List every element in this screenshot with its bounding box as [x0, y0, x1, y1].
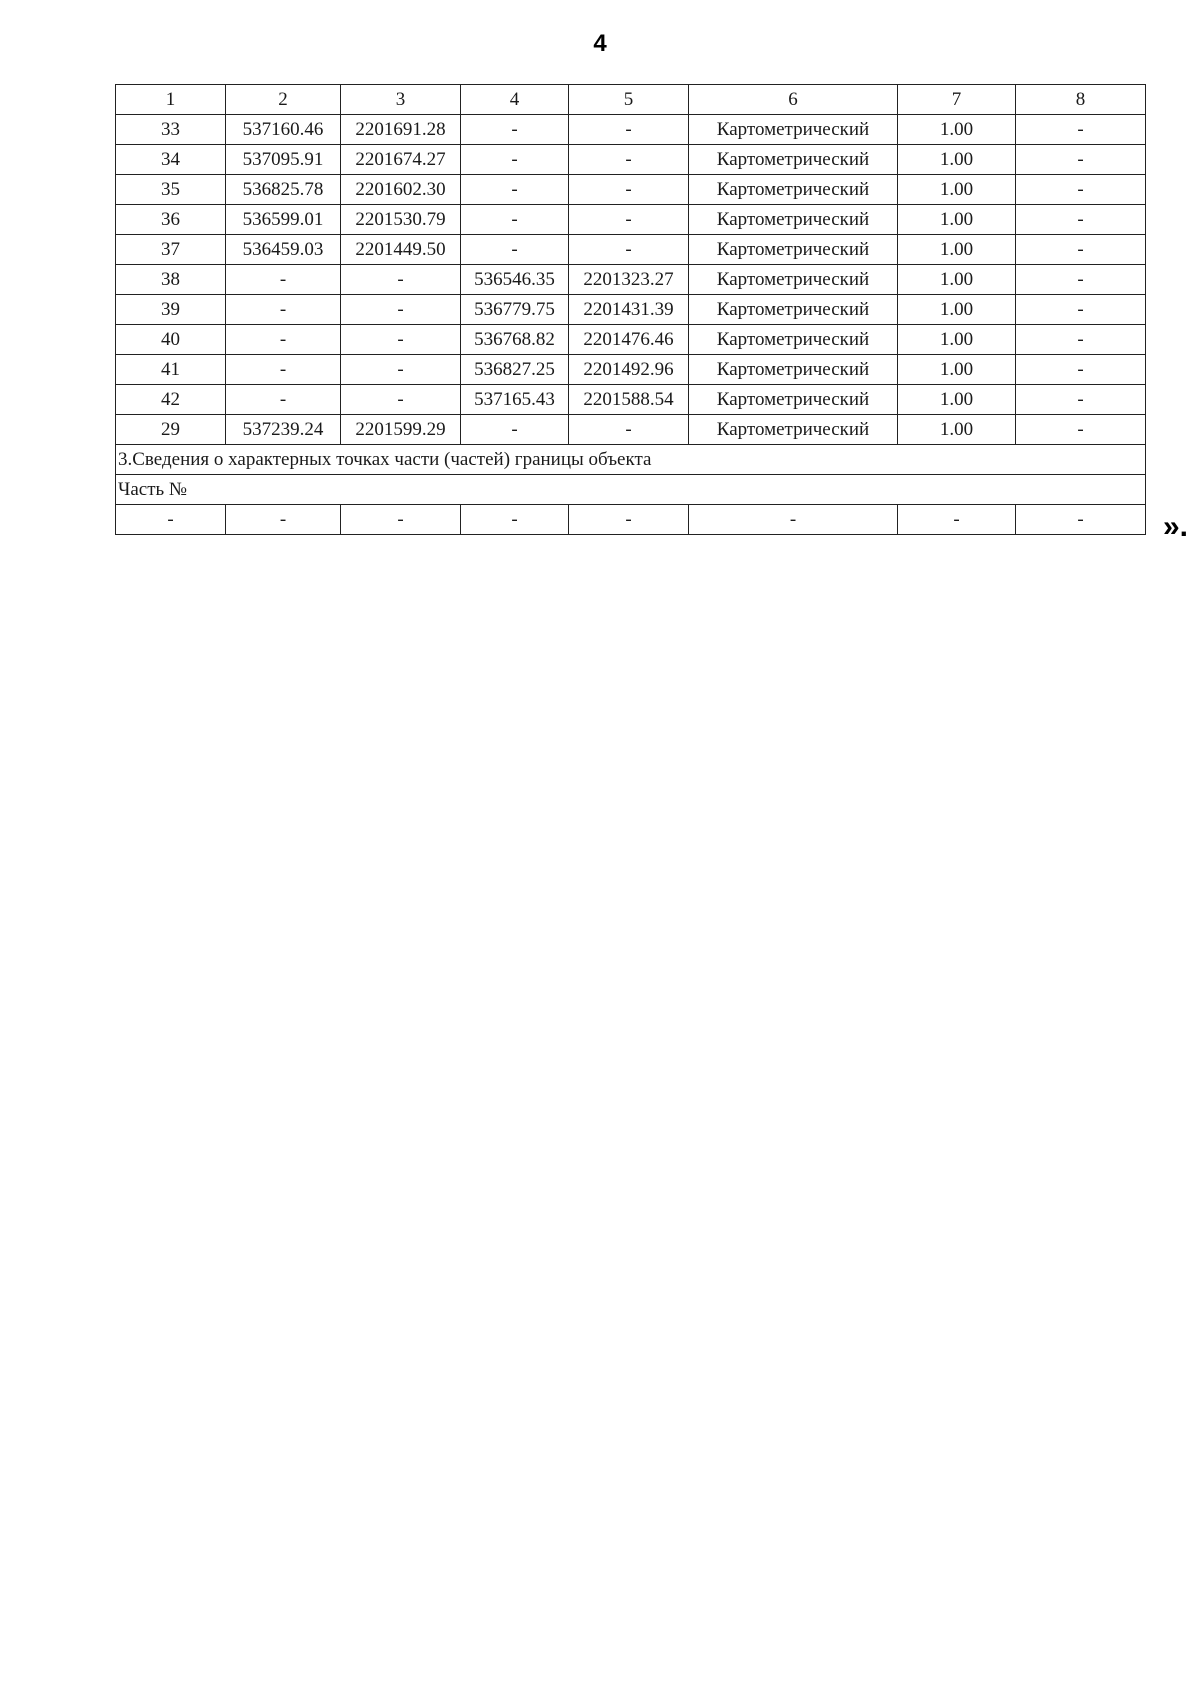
- table-cell-col-4: -: [461, 205, 569, 235]
- table-cell-col-6: Картометрический: [689, 415, 898, 445]
- table-cell-col-6: Картометрический: [689, 175, 898, 205]
- section-title-row: [116, 445, 1146, 475]
- table-cell-col-7: 7: [898, 85, 1016, 115]
- table-cell-col-2: -: [226, 265, 341, 295]
- table-cell-col-8: -: [1016, 325, 1146, 355]
- table-cell-col-3: 2201691.28: [341, 115, 461, 145]
- table-cell-col-5: -: [569, 145, 689, 175]
- table-cell-col-2: -: [226, 325, 341, 355]
- table-cell-col-7: 1.00: [898, 355, 1016, 385]
- part-label: Часть №: [116, 475, 1146, 505]
- table-row: [116, 175, 1146, 205]
- table-cell-col-3: -: [341, 325, 461, 355]
- table-cell-col-8: -: [1016, 235, 1146, 265]
- table-cell-col-1: -: [116, 505, 226, 535]
- table-cell-col-1: 39: [116, 295, 226, 325]
- table-cell-col-6: Картометрический: [689, 265, 898, 295]
- table-cell-col-5: -: [569, 205, 689, 235]
- table-cell-col-7: 1.00: [898, 205, 1016, 235]
- table-cell-col-6: 6: [689, 85, 898, 115]
- table-cell-col-8: -: [1016, 385, 1146, 415]
- table-cell-col-3: -: [341, 265, 461, 295]
- table-cell-col-8: -: [1016, 415, 1146, 445]
- table-row: [116, 235, 1146, 265]
- table-cell-col-1: 36: [116, 205, 226, 235]
- table-row: [116, 115, 1146, 145]
- table-cell-col-8: -: [1016, 205, 1146, 235]
- section-title: 3.Сведения о характерных точках части (частей) границы объекта: [116, 445, 1146, 475]
- table-cell-col-2: -: [226, 295, 341, 325]
- table-cell-col-4: -: [461, 115, 569, 145]
- table-cell-col-7: 1.00: [898, 325, 1016, 355]
- table-cell-col-2: 537095.91: [226, 145, 341, 175]
- table-cell-col-1: 1: [116, 85, 226, 115]
- table-cell-col-5: 2201476.46: [569, 325, 689, 355]
- table-cell-col-6: Картометрический: [689, 235, 898, 265]
- table-cell-col-3: -: [341, 505, 461, 535]
- table-cell-col-7: 1.00: [898, 145, 1016, 175]
- table-cell-col-6: Картометрический: [689, 205, 898, 235]
- table-cell-col-4: -: [461, 175, 569, 205]
- table-cell-col-7: 1.00: [898, 115, 1016, 145]
- table-cell-col-2: 537239.24: [226, 415, 341, 445]
- empty-part-row: [116, 505, 1146, 535]
- table-cell-col-1: 29: [116, 415, 226, 445]
- table-cell-col-1: 37: [116, 235, 226, 265]
- table-cell-col-8: -: [1016, 355, 1146, 385]
- table-cell-col-4: -: [461, 505, 569, 535]
- table-cell-col-2: -: [226, 385, 341, 415]
- table-cell-col-5: -: [569, 175, 689, 205]
- table-cell-col-5: -: [569, 505, 689, 535]
- table-cell-col-3: 3: [341, 85, 461, 115]
- table-cell-col-7: -: [898, 505, 1016, 535]
- table-row: [116, 415, 1146, 445]
- boundary-points-table: [115, 84, 1146, 535]
- table-cell-col-8: -: [1016, 295, 1146, 325]
- table-cell-col-8: -: [1016, 145, 1146, 175]
- table-cell-col-4: 537165.43: [461, 385, 569, 415]
- table-cell-col-2: 536825.78: [226, 175, 341, 205]
- table-cell-col-3: 2201530.79: [341, 205, 461, 235]
- table-cell-col-8: -: [1016, 115, 1146, 145]
- table-body: [116, 85, 1146, 535]
- table-cell-col-3: -: [341, 355, 461, 385]
- table-cell-col-7: 1.00: [898, 415, 1016, 445]
- table-cell-col-4: 536779.75: [461, 295, 569, 325]
- table-header-row: [116, 85, 1146, 115]
- table-cell-col-6: Картометрический: [689, 355, 898, 385]
- table-cell-col-2: 536599.01: [226, 205, 341, 235]
- table-cell-col-2: 536459.03: [226, 235, 341, 265]
- table-cell-col-7: 1.00: [898, 175, 1016, 205]
- table-cell-col-4: 536546.35: [461, 265, 569, 295]
- table-cell-col-4: -: [461, 145, 569, 175]
- table-cell-col-3: 2201599.29: [341, 415, 461, 445]
- table-cell-col-6: Картометрический: [689, 115, 898, 145]
- table-cell-col-4: 536768.82: [461, 325, 569, 355]
- table-row: [116, 205, 1146, 235]
- table-cell-col-8: -: [1016, 175, 1146, 205]
- table-cell-col-5: 2201492.96: [569, 355, 689, 385]
- table-cell-col-3: 2201674.27: [341, 145, 461, 175]
- table-cell-col-7: 1.00: [898, 295, 1016, 325]
- table-cell-col-5: -: [569, 415, 689, 445]
- table-row: [116, 355, 1146, 385]
- table-cell-col-3: -: [341, 385, 461, 415]
- table-cell-col-1: 33: [116, 115, 226, 145]
- table-cell-col-8: -: [1016, 505, 1146, 535]
- page-number: 4: [593, 30, 607, 57]
- table-cell-col-2: 537160.46: [226, 115, 341, 145]
- table-row: [116, 295, 1146, 325]
- table-cell-col-2: -: [226, 355, 341, 385]
- table-cell-col-1: 40: [116, 325, 226, 355]
- table-cell-col-6: Картометрический: [689, 145, 898, 175]
- table-cell-col-3: 2201449.50: [341, 235, 461, 265]
- table-cell-col-6: Картометрический: [689, 325, 898, 355]
- table-cell-col-6: Картометрический: [689, 385, 898, 415]
- table-cell-col-4: 4: [461, 85, 569, 115]
- table-cell-col-8: -: [1016, 265, 1146, 295]
- table-row: [116, 145, 1146, 175]
- table-cell-col-4: 536827.25: [461, 355, 569, 385]
- closing-quote-mark: ».: [1163, 510, 1189, 543]
- table-cell-col-5: -: [569, 115, 689, 145]
- table-row: [116, 385, 1146, 415]
- table-cell-col-3: 2201602.30: [341, 175, 461, 205]
- table-cell-col-8: 8: [1016, 85, 1146, 115]
- table-cell-col-7: 1.00: [898, 235, 1016, 265]
- table-cell-col-1: 41: [116, 355, 226, 385]
- table-cell-col-1: 38: [116, 265, 226, 295]
- table-cell-col-5: 2201588.54: [569, 385, 689, 415]
- table-cell-col-4: -: [461, 235, 569, 265]
- table-cell-col-2: 2: [226, 85, 341, 115]
- table-cell-col-1: 35: [116, 175, 226, 205]
- table-cell-col-1: 42: [116, 385, 226, 415]
- table-cell-col-7: 1.00: [898, 265, 1016, 295]
- part-label-row: [116, 475, 1146, 505]
- table-cell-col-5: 2201323.27: [569, 265, 689, 295]
- table-row: [116, 325, 1146, 355]
- table-cell-col-7: 1.00: [898, 385, 1016, 415]
- table-cell-col-3: -: [341, 295, 461, 325]
- table-cell-col-6: -: [689, 505, 898, 535]
- table-row: [116, 265, 1146, 295]
- table-cell-col-6: Картометрический: [689, 295, 898, 325]
- table-cell-col-4: -: [461, 415, 569, 445]
- table-cell-col-5: -: [569, 235, 689, 265]
- table-cell-col-1: 34: [116, 145, 226, 175]
- table-cell-col-2: -: [226, 505, 341, 535]
- table-cell-col-5: 2201431.39: [569, 295, 689, 325]
- table-cell-col-5: 5: [569, 85, 689, 115]
